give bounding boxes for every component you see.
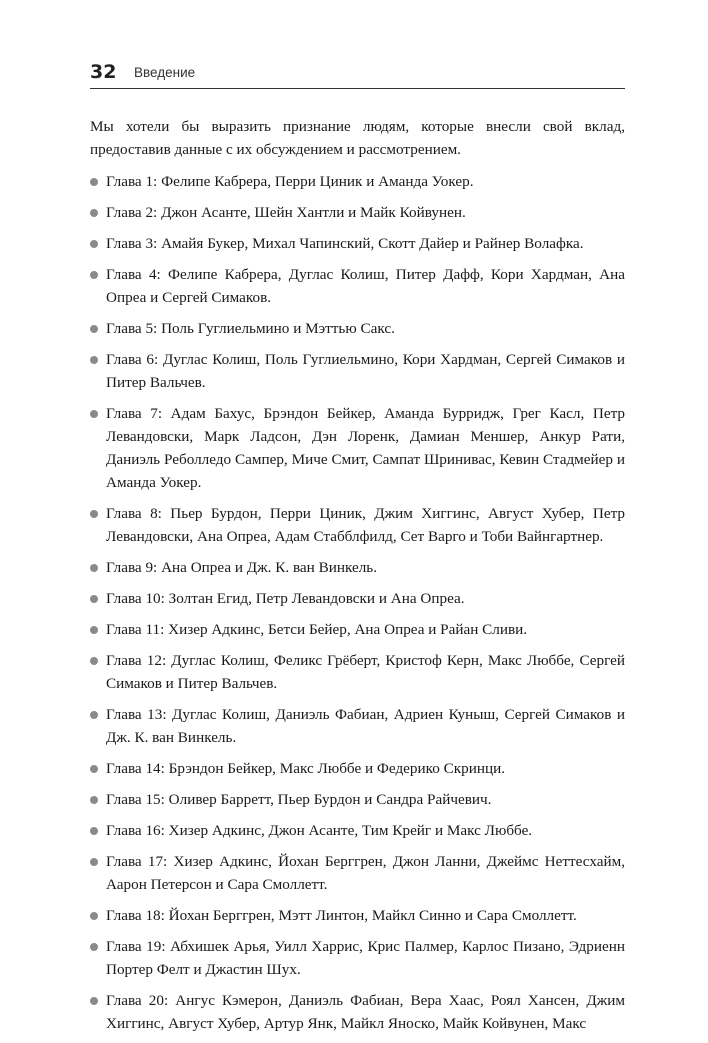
- page-body: [90, 115, 625, 1043]
- list-item: [90, 649, 625, 695]
- list-item-text: Глава 5: Поль Гуглиельмино и Мэттью Сакс.: [106, 320, 395, 337]
- list-item: [90, 402, 625, 494]
- running-header: [90, 60, 625, 84]
- bullet-icon: [90, 325, 98, 333]
- bullet-icon: [90, 178, 98, 186]
- list-item: [90, 201, 625, 224]
- list-item-text: Глава 3: Амайя Букер, Михал Чапинский, Скотт Дайер и Райнер Волафка.: [106, 235, 584, 252]
- bullet-icon: [90, 410, 98, 418]
- list-item: [90, 232, 625, 255]
- list-item: [90, 556, 625, 579]
- list-item-text: Глава 11: Хизер Адкинс, Бетси Бейер, Ана Опреа и Райан Сливи.: [106, 621, 528, 638]
- bullet-icon: [90, 209, 98, 217]
- chapter-acknowledgements-list: [90, 170, 625, 1035]
- list-item: [90, 263, 625, 309]
- bullet-icon: [90, 858, 98, 866]
- list-item: [90, 587, 625, 610]
- list-item-text: Глава 6: Дуглас Колиш, Поль Гуглиельмино, Кори Хардман, Сергей Симаков и Питер Вальчев.: [106, 351, 625, 391]
- bullet-icon: [90, 827, 98, 835]
- list-item-text: Глава 20: Ангус Кэмерон, Даниэль Фабиан, Вера Хаас, Роял Хансен, Джим Хиггинс, Август Хубер, Артур Янк, Майкл Яноско, Майк Койвунен, Макс: [106, 992, 625, 1032]
- list-item: [90, 348, 625, 394]
- list-item: [90, 757, 625, 780]
- bullet-icon: [90, 765, 98, 773]
- list-item: [90, 317, 625, 340]
- list-item-text: Глава 1: Фелипе Кабрера, Перри Циник и Аманда Уокер.: [106, 173, 474, 190]
- bullet-icon: [90, 711, 98, 719]
- list-item-text: Глава 7: Адам Бахус, Брэндон Бейкер, Аманда Бурридж, Грег Касл, Петр Левандовски, Марк Ладсон, Дэн Лоренк, Дамиан Меншер, Анкур Рати, Даниэль Реболледо Сампер, Миче Смит, Сампат Шринивас, Кевин Стадмейер и Аманда Уокер.: [106, 405, 625, 491]
- list-item: [90, 170, 625, 193]
- bullet-icon: [90, 271, 98, 279]
- list-item: [90, 618, 625, 641]
- bullet-icon: [90, 796, 98, 804]
- bullet-icon: [90, 356, 98, 364]
- bullet-icon: [90, 626, 98, 634]
- bullet-icon: [90, 657, 98, 665]
- header-divider: [90, 88, 625, 89]
- bullet-icon: [90, 510, 98, 518]
- list-item-text: Глава 17: Хизер Адкинс, Йохан Берггрен, Джон Ланни, Джеймс Неттесхайм, Аарон Петерсон и Сара Смоллетт.: [106, 853, 625, 893]
- list-item-text: Глава 4: Фелипе Кабрера, Дуглас Колиш, Питер Дафф, Кори Хардман, Ана Опреа и Сергей Симаков.: [106, 266, 625, 306]
- list-item: [90, 904, 625, 927]
- bullet-icon: [90, 595, 98, 603]
- list-item-text: Глава 10: Золтан Егид, Петр Левандовски и Ана Опреа.: [106, 590, 465, 607]
- list-item: [90, 703, 625, 749]
- list-item: [90, 989, 625, 1035]
- list-item: [90, 788, 625, 811]
- list-item-text: Глава 15: Оливер Барретт, Пьер Бурдон и Сандра Райчевич.: [106, 791, 492, 808]
- list-item-text: Глава 18: Йохан Берггрен, Мэтт Линтон, Майкл Синно и Сара Смоллетт.: [106, 907, 577, 924]
- intro-paragraph: Мы хотели бы выразить признание людям, которые внесли свой вклад, предоставив данные с их обсуждением и рассмотрением.: [90, 118, 625, 158]
- page-number: 32: [90, 61, 117, 83]
- list-item-text: Глава 14: Брэндон Бейкер, Макс Люббе и Федерико Скринци.: [106, 760, 506, 777]
- bullet-icon: [90, 240, 98, 248]
- bullet-icon: [90, 943, 98, 951]
- bullet-icon: [90, 997, 98, 1005]
- list-item: [90, 935, 625, 981]
- list-item-text: Глава 9: Ана Опреа и Дж. К. ван Винкель.: [106, 559, 378, 576]
- list-item: [90, 819, 625, 842]
- list-item-text: Глава 2: Джон Асанте, Шейн Хантли и Майк Койвунен.: [106, 204, 466, 221]
- bullet-icon: [90, 912, 98, 920]
- list-item-text: Глава 12: Дуглас Колиш, Феликс Грёберт, Кристоф Керн, Макс Люббе, Сергей Симаков и Питер Вальчев.: [106, 652, 625, 692]
- list-item: [90, 502, 625, 548]
- list-item-text: Глава 13: Дуглас Колиш, Даниэль Фабиан, Адриен Куныш, Сергей Симаков и Дж. К. ван Винкель.: [106, 706, 625, 746]
- section-title: Введение: [134, 65, 196, 80]
- list-item-text: Глава 19: Абхишек Арья, Уилл Харрис, Крис Палмер, Карлос Пизано, Эдриенн Портер Фелт и Джастин Шух.: [106, 938, 625, 978]
- list-item-text: Глава 16: Хизер Адкинс, Джон Асанте, Тим Крейг и Макс Люббе.: [106, 822, 533, 839]
- list-item: [90, 850, 625, 896]
- list-item-text: Глава 8: Пьер Бурдон, Перри Циник, Джим Хиггинс, Август Хубер, Петр Левандовски, Ана Опреа, Адам Стабблфилд, Сет Варго и Тоби Вайнгартнер.: [106, 505, 625, 545]
- bullet-icon: [90, 564, 98, 572]
